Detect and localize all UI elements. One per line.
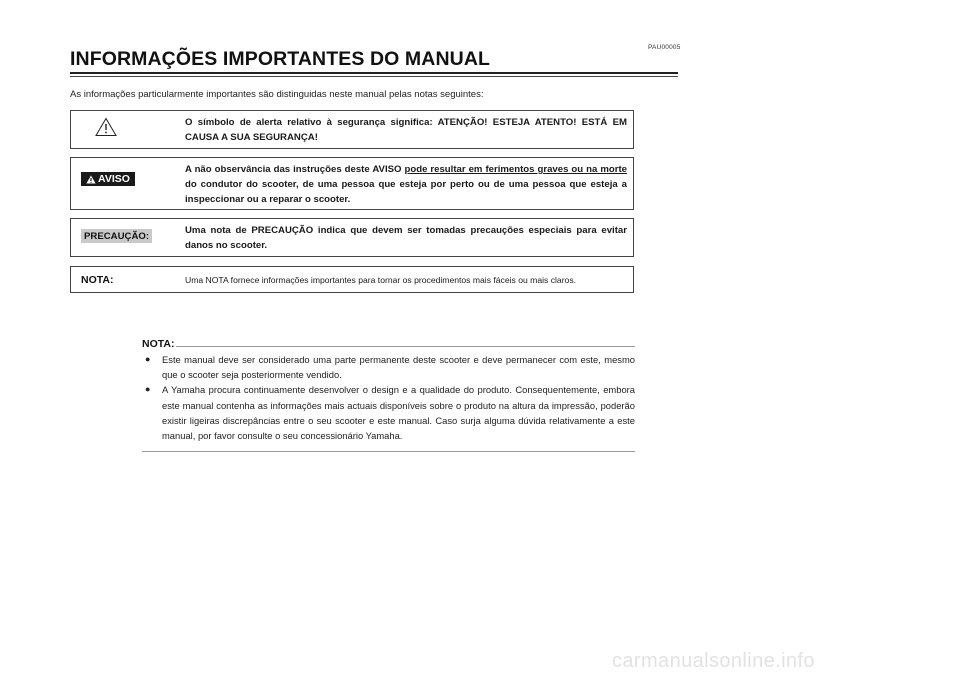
aviso-notice-box <box>70 157 634 210</box>
note-item <box>142 382 635 443</box>
note-block <box>142 338 635 452</box>
aviso-badge <box>81 172 135 186</box>
note-block-label: NOTA: <box>142 338 175 350</box>
nota-notice-box <box>70 266 634 293</box>
note-item-text: Este manual deve ser considerado uma parte permanente deste scooter e deve permanecer com este, mesmo que o scooter seja posteriormente vendido. <box>162 354 635 381</box>
alert-notice-text: O símbolo de alerta relativo à segurança significa: ATENÇÃO! ESTEJA ATENTO! ESTÁ EM CAUSA A SUA SEGURANÇA! <box>185 117 627 143</box>
aviso-badge-label: AVISO <box>98 173 130 185</box>
intro-text: As informações particularmente importantes são distinguidas neste manual pelas notas seguintes: <box>70 89 484 100</box>
note-item-text: A Yamaha procura continuamente desenvolver o design e a qualidade do produto. Consequentemente, embora este manual contenha as informações mais actuais disponíveis sobre o produto na altura da impressão, poderão existir ligeiras discrepâncias entre o seu scooter e este manual. Caso surja alguma dúvida relativamente a este manual, por favor consulte o seu concessionário Yamaha. <box>162 384 635 442</box>
aviso-text-pre: A não observância das instruções deste AVISO <box>185 164 405 175</box>
note-block-header <box>142 338 635 350</box>
note-block-end-rule <box>142 451 635 452</box>
aviso-notice-text <box>185 162 627 207</box>
bullet-icon: ● <box>145 384 151 395</box>
title-rule-thin <box>70 76 678 77</box>
precaucao-notice-text: Uma nota de PRECAUÇÃO indica que devem ser tomadas precauções especiais para evitar danos no scooter. <box>185 225 627 251</box>
precaucao-badge: PRECAUÇÃO: <box>81 229 152 243</box>
warning-triangle-icon <box>86 175 96 184</box>
note-block-header-rule <box>176 346 635 347</box>
aviso-text-underlined: pode resultar em ferimentos graves ou na morte <box>404 164 627 175</box>
page-code: PAU00005 <box>648 44 681 51</box>
note-item <box>142 352 635 382</box>
nota-label: NOTA: <box>81 274 114 286</box>
bullet-icon: ● <box>145 354 151 364</box>
warning-triangle-icon <box>95 117 117 137</box>
title-rule-thick <box>70 72 678 74</box>
page-title: INFORMAÇÕES IMPORTANTES DO MANUAL <box>70 48 491 70</box>
aviso-text-post: do condutor do scooter, de uma pessoa que esteja por perto ou de uma pessoa que esteja a inspeccionar ou a reparar o scooter. <box>185 179 627 205</box>
precaucao-notice-box <box>70 218 634 257</box>
watermark: carmanualsonline.info <box>612 650 815 672</box>
alert-notice-box <box>70 110 634 149</box>
nota-notice-text: Uma NOTA fornece informações importantes para tornar os procedimentos mais fáceis ou mais claros. <box>185 275 577 285</box>
